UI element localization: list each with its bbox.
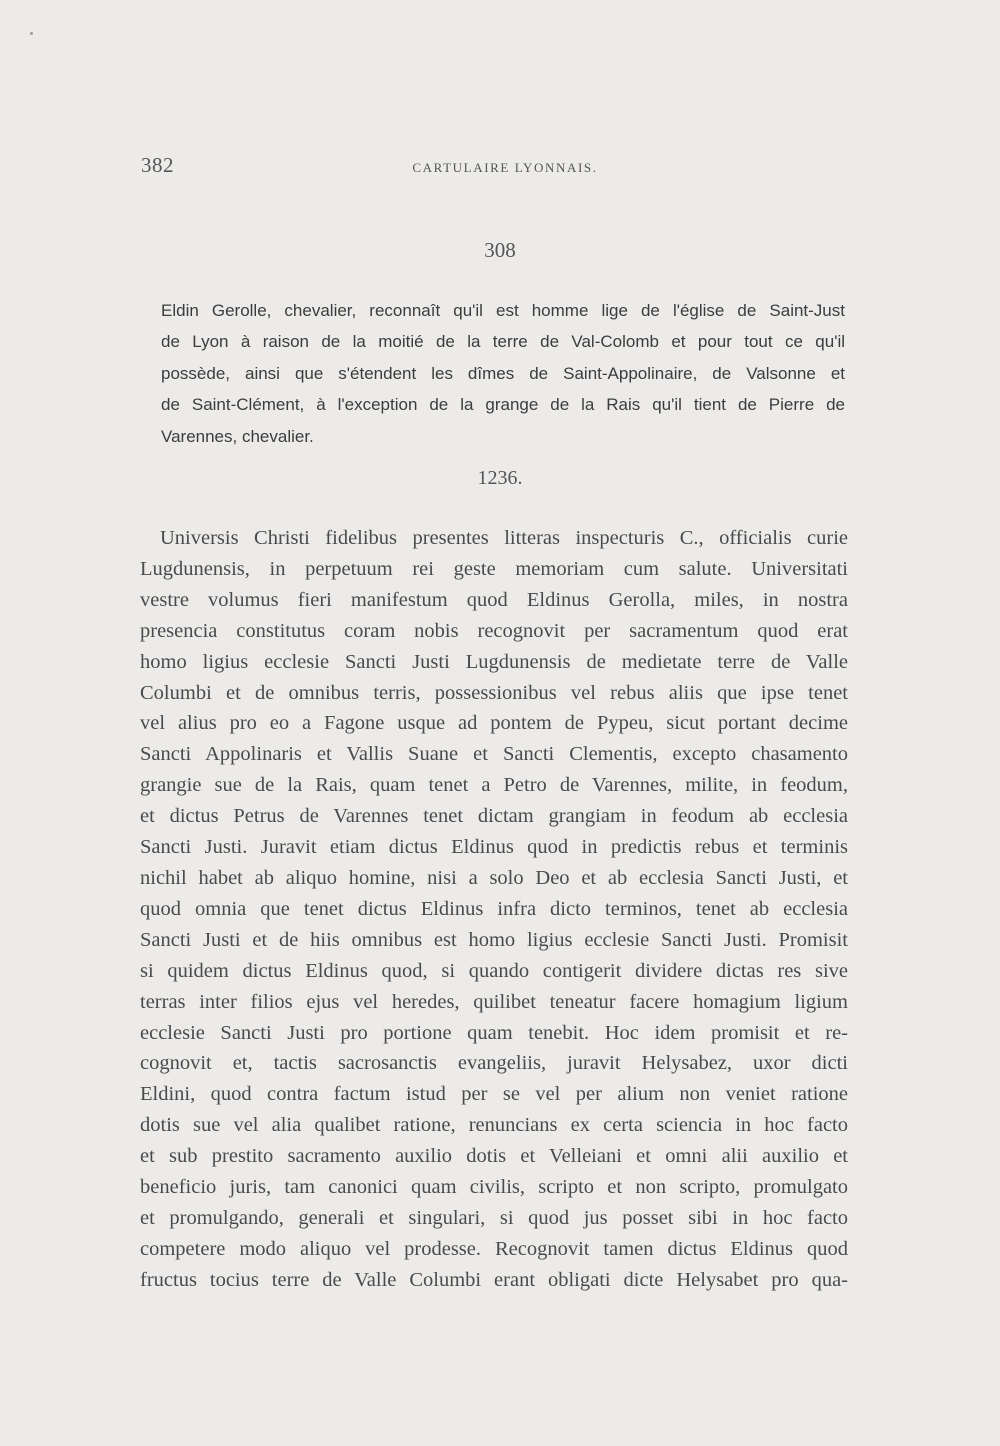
text-line: et sub prestito sacramento auxilio dotis et Velleiani et omni alii auxilio et (140, 1145, 848, 1168)
summary-line: Eldin Gerolle, chevalier, reconnaît qu'il est homme lige de l'église de Saint-Just (161, 301, 845, 320)
text-line: quod omnia que tenet dictus Eldinus infra dicto terminos, tenet ab ecclesia (140, 897, 848, 920)
text-line: et dictus Petrus de Varennes tenet dictam grangiam in feodum ab ecclesia (140, 805, 848, 828)
text-line: Eldini, quod contra factum istud per se vel per alium non veniet ratione (140, 1083, 848, 1106)
page-number: 382 (141, 153, 174, 177)
summary-line: possède, ainsi que s'étendent les dîmes de Saint-Appolinaire, de Valsonne et (161, 363, 845, 383)
text-line: Columbi et de omnibus terris, possessionibus vel rebus aliis que ipse tenet (140, 681, 848, 704)
text-line: et promulgando, generali et singulari, si quod jus posset sibi in hoc facto (140, 1206, 848, 1229)
text-line: beneficio juris, tam canonici quam civilis, scripto et non scripto, promulgato (140, 1176, 848, 1199)
summary-line: Varennes, chevalier. (161, 426, 314, 446)
running-head: CARTULAIRE LYONNAIS. (412, 160, 598, 175)
text-line: vestre volumus fieri manifestum quod Eldinus Gerolla, miles, in nostra (140, 588, 848, 611)
text-line: homo ligius ecclesie Sancti Justi Lugdunensis de medietate terre de Valle (140, 650, 848, 673)
margin-speck (30, 32, 33, 35)
text-line: grangie sue de la Rais, quam tenet a Petro de Varennes, milite, in feodum, (140, 774, 848, 797)
text-line: competere modo aliquo vel prodesse. Recognovit tamen dictus Eldinus quod (140, 1237, 848, 1260)
summary-line: de Lyon à raison de la moitié de la terre de Val-Colomb et pour tout ce qu'il (161, 332, 845, 352)
text-line: nichil habet ab aliquo homine, nisi a solo Deo et ab ecclesia Sancti Justi, et (140, 866, 848, 889)
text-line: Sancti Justi et de hiis omnibus est homo ligius ecclesie Sancti Justi. Promisit (140, 928, 848, 951)
text-line: Lugdunensis, in perpetuum rei geste memoriam cum salute. Universitati (140, 557, 848, 580)
entry-date: 1236. (477, 467, 523, 489)
entry-summary (161, 295, 845, 452)
text-line: Universis Christi fidelibus presentes litteras inspecturis C., officialis curie (160, 527, 848, 549)
text-line: vel alius pro eo a Fagone usque ad pontem de Pypeu, sicut portant decime (140, 712, 848, 735)
summary-line: de Saint-Clément, à l'exception de la grange de la Rais qu'il tient de Pierre de (161, 395, 845, 415)
text-line: Sancti Appolinaris et Vallis Suane et Sancti Clementis, excepto chasamento (140, 743, 848, 766)
charter-text (140, 523, 848, 1296)
text-line: cognovit et, tactis sacrosanctis evangeliis, juravit Helysabez, uxor dicti (140, 1052, 848, 1075)
text-line: terras inter filios ejus vel heredes, quilibet teneatur facere homagium ligium (140, 990, 848, 1013)
text-line: si quidem dictus Eldinus quod, si quando contigerit dividere dictas res sive (140, 959, 848, 982)
text-line: ecclesie Sancti Justi pro portione quam tenebit. Hoc idem promisit et re- (140, 1021, 848, 1044)
text-line: fructus tocius terre de Valle Columbi erant obligati dicte Helysabet pro qua- (140, 1268, 848, 1291)
entry-number: 308 (484, 238, 516, 262)
text-line: Sancti Justi. Juravit etiam dictus Eldinus quod in predictis rebus et terminis (140, 836, 848, 859)
text-line: dotis sue vel alia qualibet ratione, renuncians ex certa sciencia in hoc facto (140, 1114, 848, 1137)
text-line: presencia constitutus coram nobis recognovit per sacramentum quod erat (140, 619, 848, 642)
